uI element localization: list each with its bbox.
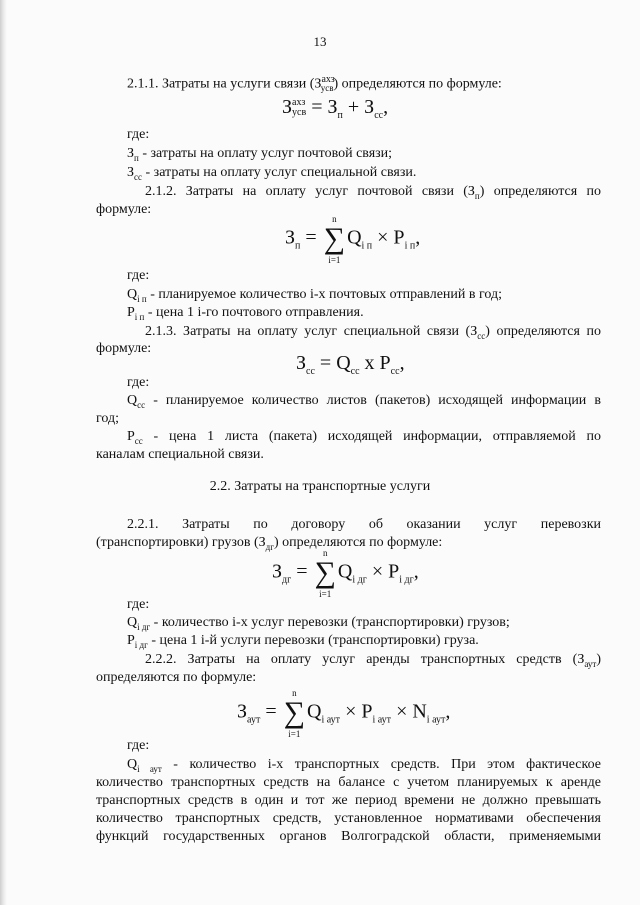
para-2-1-2: 2.1.2. Затраты на оплату услуг почтовой связи $(З_п)$ определяются по bbox=[145, 184, 601, 201]
formula-cargo: $З_{дг}$ = n ∑ i=1 $Q_{i дг} \times P_{i дг}$, bbox=[272, 548, 419, 599]
body-text-line: функций государственных органов Волгоградской области, применяемыми bbox=[96, 829, 601, 844]
sum-symbol: n ∑ i=1 bbox=[323, 214, 346, 265]
formula-special: $З_{сс} = Q_{сс}$ x $P_{сс}$, bbox=[296, 352, 405, 377]
def-postal: $З_п$ - затраты на оплату услуг почтовой связи; bbox=[127, 146, 393, 163]
def-postal-price: $P_{i п}$ - цена 1 i-го почтового отправления. bbox=[127, 305, 364, 322]
body-text-line: количество транспортных средств на балансе с учетом планируемых к аренде bbox=[96, 775, 601, 790]
formula-word: формуле: bbox=[96, 341, 152, 356]
scan-edge bbox=[0, 0, 7, 905]
para-2-1-3: 2.1.3. Затраты на оплату услуг специальной связи $(З_{сс})$ определяются по bbox=[145, 324, 601, 341]
section-heading-2-2: 2.2. Затраты на транспортные услуги bbox=[209, 479, 431, 494]
where-label: где: bbox=[127, 597, 150, 612]
formula-vehicle-rent: $З_{аут}$ = n ∑ i=1 $Q_{i аут} \times P_{i аут} \times N_{i аут}$, bbox=[237, 688, 451, 739]
def-special-qty: $Q_{сс}$ - планируемое количество листов (пакетов) исходящей информации в bbox=[127, 393, 601, 410]
body-text-line: количество транспортных средств, установленное нормативами обеспечения bbox=[96, 811, 601, 826]
where-label: где: bbox=[127, 738, 150, 753]
def-postal-qty: $Q_{i п}$ - планируемое количество i-х почтовых отправлений в год; bbox=[127, 287, 502, 304]
para-2-1-1: 2.1.1. Затраты на услуги связи $(З^{ахз}_{усв})$ определяются по формуле: bbox=[127, 74, 502, 94]
def-special-price: $P_{сс}$ - цена 1 листа (пакета) исходящей информации, отправляемой по bbox=[127, 429, 601, 446]
para-2-2-1-cont: (транспортировки) грузов $(З_{дг})$ определяются по формуле: bbox=[96, 535, 443, 552]
def-special: $З_{сс}$ - затраты на оплату услуг специальной связи. bbox=[127, 165, 417, 182]
def-cargo-price: $P_{i дг}$ - цена 1 i-й услуги перевозки (транспортировки) груза. bbox=[127, 633, 479, 650]
sum-symbol: n ∑ i=1 bbox=[283, 688, 306, 739]
where-label: где: bbox=[127, 375, 150, 390]
para-2-2-1: 2.2.1. Затраты по договору об оказании услуг перевозки bbox=[127, 517, 601, 532]
where-label: где: bbox=[127, 268, 150, 283]
formula-communication: Захз усв = $З_п + З_{сс}$, bbox=[282, 96, 389, 121]
page-number: 13 bbox=[313, 34, 327, 49]
def-cargo-qty: $Q_{i дг}$ - количество i-х услуг перевозки (транспортировки) грузов; bbox=[127, 615, 510, 632]
def-special-qty-cont: год; bbox=[96, 411, 120, 426]
body-text-line: транспортных средств в один и тот же период времени не должно превышать bbox=[96, 793, 601, 808]
def-special-price-cont: каналам специальной связи. bbox=[96, 447, 264, 462]
formula-postal: $З_п$ = n ∑ i=1 $Q_{i п} \times P_{i п}$, bbox=[285, 214, 421, 265]
formula-word: формуле: bbox=[96, 202, 152, 217]
sum-symbol: n ∑ i=1 bbox=[314, 548, 336, 599]
where-label: где: bbox=[127, 127, 150, 142]
para-2-2-2-cont: определяются по формуле: bbox=[96, 670, 257, 685]
para-2-2-2: 2.2.2. Затраты на оплату услуг аренды транспортных средств $(З_{аут})$ bbox=[145, 652, 601, 669]
def-vehicle-qty: $Q_{i аут}$ - количество i-х транспортных средств. При этом фактическое bbox=[127, 757, 601, 774]
